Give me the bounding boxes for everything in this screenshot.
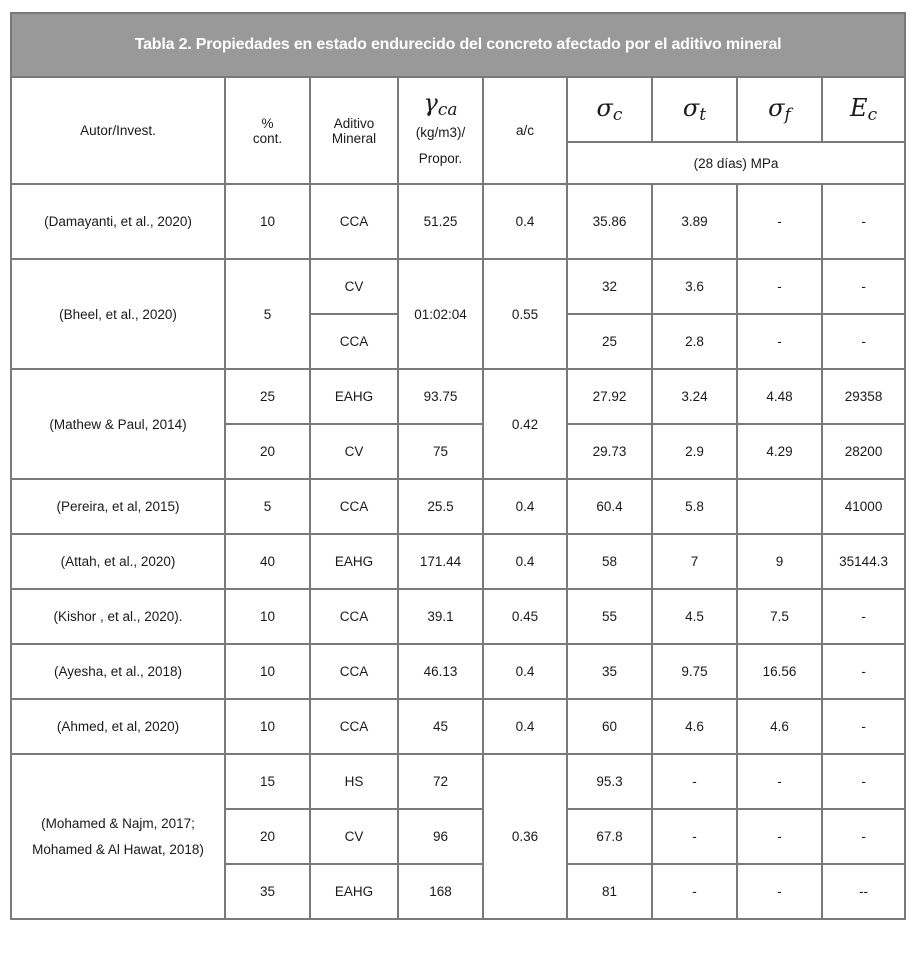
- cell-author: [11, 754, 225, 919]
- cell-sigma-f: -: [737, 864, 822, 919]
- table-row: [11, 699, 905, 754]
- ec-letter: E: [850, 94, 868, 122]
- cell-sigma-c: 58: [567, 534, 652, 589]
- header-units: (28 días) MPa: [567, 142, 905, 184]
- cell-ac: 0.4: [483, 534, 567, 589]
- cell-gamma: 45: [398, 699, 483, 754]
- cell-ec: -: [822, 589, 905, 644]
- cell-sigma-c: 32: [567, 259, 652, 314]
- gamma-subscript: ca: [437, 100, 458, 120]
- cell-additive: EAHG: [310, 534, 398, 589]
- cell-sigma-t: -: [652, 754, 737, 809]
- cell-gamma: 25.5: [398, 479, 483, 534]
- cell-sigma-c: 95.3: [567, 754, 652, 809]
- cell-sigma-f: -: [737, 754, 822, 809]
- cell-sigma-c: 55: [567, 589, 652, 644]
- table-row: [11, 589, 905, 644]
- cell-ec: 41000: [822, 479, 905, 534]
- cell-gamma: 39.1: [398, 589, 483, 644]
- table-row: [11, 369, 905, 424]
- cell-gamma: 168: [398, 864, 483, 919]
- sigma-c-subscript: c: [612, 105, 623, 125]
- cell-sigma-f: 4.29: [737, 424, 822, 479]
- cell-percent: 5: [225, 479, 310, 534]
- cell-ec: -: [822, 644, 905, 699]
- table-row: [11, 534, 905, 589]
- cell-sigma-f: 4.6: [737, 699, 822, 754]
- table-row: [11, 259, 905, 314]
- cell-sigma-t: 3.6: [652, 259, 737, 314]
- title-row: [11, 13, 905, 77]
- cell-additive: CCA: [310, 644, 398, 699]
- cell-author: (Mathew & Paul, 2014): [11, 369, 225, 479]
- cell-gamma: 171.44: [398, 534, 483, 589]
- cell-additive: CV: [310, 259, 398, 314]
- cell-author: (Ahmed, et al, 2020): [11, 699, 225, 754]
- cell-sigma-f: [737, 479, 822, 534]
- cell-sigma-f: 7.5: [737, 589, 822, 644]
- sigma-c-letter: σ: [596, 94, 613, 122]
- cell-sigma-c: 35.86: [567, 184, 652, 259]
- cell-ac: 0.4: [483, 699, 567, 754]
- cell-gamma: 93.75: [398, 369, 483, 424]
- author-line-1: (Mohamed & Najm, 2017;: [41, 815, 195, 831]
- cell-sigma-c: 27.92: [567, 369, 652, 424]
- cell-sigma-c: 60.4: [567, 479, 652, 534]
- table-title: Tabla 2. Propiedades en estado endurecido del concreto afectado por el aditivo mineral: [11, 13, 905, 77]
- cell-author: (Kishor , et al., 2020).: [11, 589, 225, 644]
- cell-sigma-t: 9.75: [652, 644, 737, 699]
- cell-sigma-t: 4.6: [652, 699, 737, 754]
- cell-additive: CCA: [310, 479, 398, 534]
- cell-sigma-f: -: [737, 184, 822, 259]
- cell-ac: 0.4: [483, 184, 567, 259]
- cell-sigma-f: -: [737, 259, 822, 314]
- header-percent: [225, 77, 310, 184]
- cell-sigma-t: 2.9: [652, 424, 737, 479]
- cell-sigma-t: 4.5: [652, 589, 737, 644]
- cell-percent: 40: [225, 534, 310, 589]
- cell-percent: 10: [225, 589, 310, 644]
- cell-ac: 0.4: [483, 479, 567, 534]
- properties-table-container: [10, 12, 904, 920]
- header-additive-line2: Mineral: [331, 130, 377, 146]
- cell-additive: CV: [310, 424, 398, 479]
- sigma-t-letter: σ: [682, 94, 700, 122]
- sigma-t-subscript: t: [699, 105, 707, 125]
- sigma-f-letter: σ: [768, 94, 785, 122]
- header-ac: a/c: [483, 77, 567, 184]
- cell-ac: 0.42: [483, 369, 567, 479]
- cell-additive: CCA: [310, 699, 398, 754]
- table-row: [11, 644, 905, 699]
- cell-sigma-c: 67.8: [567, 809, 652, 864]
- header-additive: [310, 77, 398, 184]
- cell-sigma-c: 25: [567, 314, 652, 369]
- cell-percent: 15: [225, 754, 310, 809]
- cell-sigma-f: 4.48: [737, 369, 822, 424]
- header-sigma-f: [737, 77, 822, 142]
- cell-sigma-t: 7: [652, 534, 737, 589]
- cell-sigma-f: -: [737, 314, 822, 369]
- cell-additive: CCA: [310, 314, 398, 369]
- cell-ec: 28200: [822, 424, 905, 479]
- header-gamma: [398, 77, 483, 184]
- cell-additive: EAHG: [310, 369, 398, 424]
- cell-author: (Attah, et al., 2020): [11, 534, 225, 589]
- cell-additive: CCA: [310, 589, 398, 644]
- cell-additive: HS: [310, 754, 398, 809]
- cell-ec: -: [822, 184, 905, 259]
- gamma-letter: γ: [423, 89, 438, 117]
- header-row: [11, 77, 905, 142]
- cell-ec: 29358: [822, 369, 905, 424]
- cell-gamma: 46.13: [398, 644, 483, 699]
- table-row: [11, 479, 905, 534]
- table-row: [11, 184, 905, 259]
- cell-gamma: 75: [398, 424, 483, 479]
- cell-additive: EAHG: [310, 864, 398, 919]
- cell-sigma-c: 81: [567, 864, 652, 919]
- cell-ac: 0.36: [483, 754, 567, 919]
- cell-percent: 10: [225, 184, 310, 259]
- cell-percent: 35: [225, 864, 310, 919]
- cell-gamma: 51.25: [398, 184, 483, 259]
- cell-percent: 5: [225, 259, 310, 369]
- cell-sigma-t: -: [652, 864, 737, 919]
- cell-sigma-c: 60: [567, 699, 652, 754]
- cell-gamma: 96: [398, 809, 483, 864]
- cell-sigma-f: 16.56: [737, 644, 822, 699]
- cell-sigma-t: 2.8: [652, 314, 737, 369]
- cell-ac: 0.45: [483, 589, 567, 644]
- cell-sigma-f: 9: [737, 534, 822, 589]
- header-additive-line1: Aditivo: [333, 115, 375, 131]
- cell-gamma: 01:02:04: [398, 259, 483, 369]
- table-row: [11, 754, 905, 809]
- ec-subscript: c: [867, 105, 878, 125]
- gamma-unit: (kg/m3)/: [415, 125, 466, 140]
- header-author: Autor/Invest.: [11, 77, 225, 184]
- cell-ec: -: [822, 259, 905, 314]
- cell-percent: 20: [225, 809, 310, 864]
- cell-ec: -: [822, 754, 905, 809]
- cell-sigma-t: 5.8: [652, 479, 737, 534]
- cell-percent: 10: [225, 644, 310, 699]
- cell-ec: -: [822, 809, 905, 864]
- cell-additive: CCA: [310, 184, 398, 259]
- cell-author: (Ayesha, et al., 2018): [11, 644, 225, 699]
- cell-gamma: 72: [398, 754, 483, 809]
- cell-sigma-t: 3.89: [652, 184, 737, 259]
- cell-ec: 35144.3: [822, 534, 905, 589]
- cell-author: (Pereira, et al, 2015): [11, 479, 225, 534]
- cell-ac: 0.4: [483, 644, 567, 699]
- gamma-symbol: [399, 89, 482, 120]
- author-line-2: Mohamed & Al Hawat, 2018): [32, 841, 204, 857]
- cell-sigma-c: 29.73: [567, 424, 652, 479]
- sigma-f-subscript: f: [784, 105, 791, 125]
- cell-percent: 20: [225, 424, 310, 479]
- cell-additive: CV: [310, 809, 398, 864]
- cell-author: (Bheel, et al., 2020): [11, 259, 225, 369]
- header-percent-symbol: %: [261, 115, 274, 131]
- cell-ec: -: [822, 699, 905, 754]
- properties-table: [10, 12, 906, 920]
- cell-sigma-t: -: [652, 809, 737, 864]
- cell-sigma-f: -: [737, 809, 822, 864]
- cell-author: (Damayanti, et al., 2020): [11, 184, 225, 259]
- cell-sigma-c: 35: [567, 644, 652, 699]
- cell-ec: -: [822, 314, 905, 369]
- gamma-proportion: Propor.: [418, 151, 463, 166]
- cell-ac: 0.55: [483, 259, 567, 369]
- header-ec: [822, 77, 905, 142]
- cell-percent: 25: [225, 369, 310, 424]
- header-sigma-t: [652, 77, 737, 142]
- header-sigma-c: [567, 77, 652, 142]
- cell-ec: --: [822, 864, 905, 919]
- cell-percent: 10: [225, 699, 310, 754]
- header-percent-label: cont.: [252, 130, 283, 146]
- cell-sigma-t: 3.24: [652, 369, 737, 424]
